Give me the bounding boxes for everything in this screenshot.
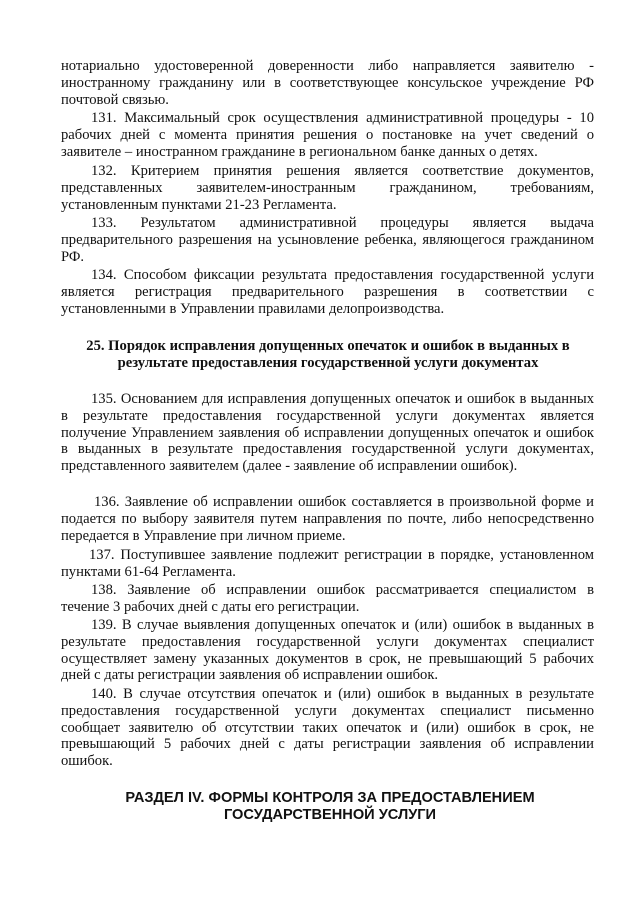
heading-section-25: 25. Порядок исправления допущенных опечаток и ошибок в выданных в результате предоставления государственной услуги документах: [86, 338, 570, 371]
paragraph-133: 133. Результатом административной процедуры является выдача предварительного разрешения на усыновление ребенка, являющегося гражданином РФ.: [61, 215, 594, 265]
paragraph-131: 131. Максимальный срок осуществления административной процедуры - 10 рабочих дней с момента принятия решения о постановке на учет сведений о заявителе – иностранном гражданине в региональном банке данных о детях.: [61, 110, 594, 160]
paragraph-134: 134. Способом фиксации результата предоставления государственной услуги является регистрация предварительного разрешения в соответствии с установленными в Управлении правилами делопроизводства.: [61, 267, 594, 317]
paragraph-130-continuation: нотариально удостоверенной доверенности либо направляется заявителю - иностранному гражданину или в соответствующее консульское учреждение РФ почтовой связью.: [61, 58, 594, 108]
paragraph-136: 136. Заявление об исправлении ошибок составляется в произвольной форме и подается по выбору заявителя путем направления по почте, либо непосредственно передается в Управление при личном приеме.: [61, 494, 594, 544]
paragraph-132: 132. Критерием принятия решения является соответствие документов, представленных заявителем-иностранным гражданином, требованиям, установленным пунктами 21-23 Регламента.: [61, 163, 594, 213]
paragraph-135: 135. Основанием для исправления допущенных опечаток и ошибок в выданных в результате предоставления государственной услуги документах является получение Управлением заявления об исправлении допущенных опечаток и ошибок в выданных в результате предоставления государственной услуги документах, представленного заявителем (далее - заявление об исправлении ошибок).: [61, 391, 594, 475]
paragraph-140: 140. В случае отсутствия опечаток и (или) ошибок в выданных в результате предоставления государственной услуги документах специалист письменно сообщает заявителю об отсутствии таких опечаток и (или) ошибок в срок, не превышающий 5 рабочих дней с даты регистрации заявления об исправлении ошибок.: [61, 686, 594, 770]
section-iv-heading: РАЗДЕЛ IV. ФОРМЫ КОНТРОЛЯ ЗА ПРЕДОСТАВЛЕНИЕМ ГОСУДАРСТВЕННОЙ УСЛУГИ: [125, 790, 535, 823]
paragraph-138: 138. Заявление об исправлении ошибок рассматривается специалистом в течение 3 рабочих дней с даты его регистрации.: [61, 582, 594, 615]
paragraph-137: 137. Поступившее заявление подлежит регистрации в порядке, установленном пунктами 61-64 Регламента.: [61, 547, 594, 580]
paragraph-139: 139. В случае выявления допущенных опечаток и (или) ошибок в выданных в результате предоставления государственной услуги документах специалист осуществляет замену указанных документов в срок, не превышающий 5 рабочих дней с даты регистрации заявления об исправлении ошибок.: [61, 617, 594, 684]
